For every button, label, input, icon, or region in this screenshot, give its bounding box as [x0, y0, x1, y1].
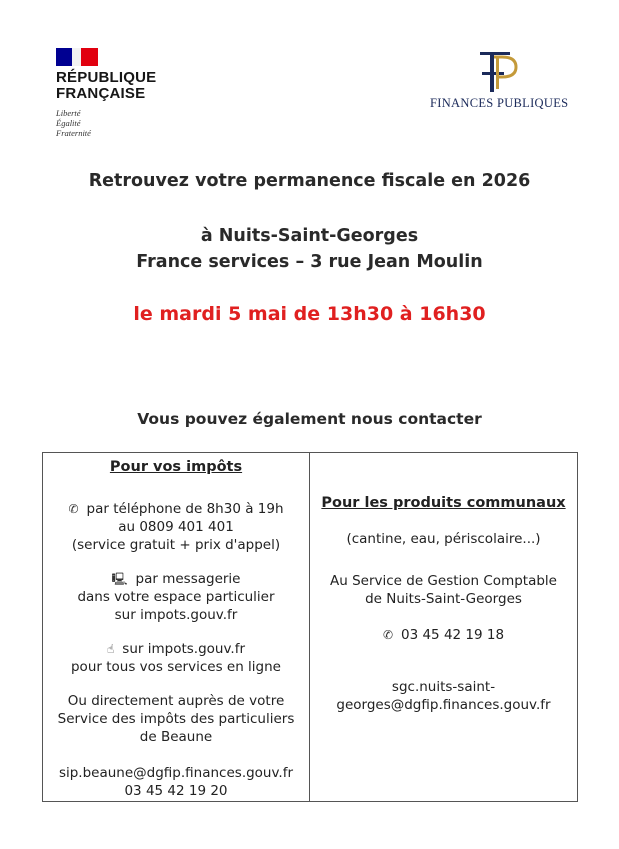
- municipal-email-line2: georges@dgfip.finances.gouv.fr: [336, 697, 551, 713]
- msg-line1: par messagerie: [135, 571, 241, 587]
- finances-publiques-logo: [420, 48, 580, 118]
- fp-label: FINANCES PUBLIQUES: [430, 96, 569, 110]
- location-city: à Nuits-Saint-Georges: [200, 226, 419, 246]
- msg-line2: dans votre espace particulier: [77, 589, 275, 605]
- republique-francaise-logo: [56, 48, 166, 143]
- location-address: France services – 3 rue Jean Moulin: [136, 252, 483, 272]
- phone-icon: ✆: [382, 628, 393, 642]
- marianne-flag-icon: [56, 48, 98, 66]
- phone-line2: au 0809 401 401: [118, 519, 234, 535]
- motto-liberte: Liberté: [56, 108, 81, 118]
- tax-contact-column: [43, 458, 309, 800]
- phone-contact: [43, 500, 309, 554]
- motto-egalite: Égalité: [56, 118, 81, 128]
- municipal-contact-column: [310, 458, 577, 714]
- tax-heading: Pour vos impôts: [109, 459, 243, 475]
- rf-name: [56, 70, 156, 102]
- tax-phone: 03 45 42 19 20: [124, 783, 228, 799]
- motto-fraternite: Fraternité: [56, 128, 91, 138]
- tax-email: sip.beaune@dgfip.finances.gouv.fr: [58, 765, 294, 781]
- municipal-phone: 03 45 42 19 18: [401, 627, 505, 643]
- direct-line1: Ou directement auprès de votre: [67, 693, 285, 709]
- service-line2: de Nuits-Saint-Georges: [365, 591, 522, 607]
- phone-icon: ✆: [68, 502, 79, 516]
- direct-line3: de Beaune: [139, 729, 213, 745]
- contact-heading: Vous pouvez également nous contacter: [137, 410, 482, 428]
- municipal-phone-contact: [310, 626, 577, 644]
- rf-name-line1: RÉPUBLIQUE: [56, 69, 157, 86]
- computer-icon: 🖳: [111, 572, 128, 586]
- phone-line3: (service gratuit + prix d'appel): [71, 537, 281, 553]
- web-line1: sur impots.gouv.fr: [122, 641, 245, 657]
- web-line2: pour tous vos services en ligne: [70, 659, 281, 675]
- direct-line2: Service des impôts des particuliers: [57, 711, 295, 727]
- municipal-email-line1: sgc.nuits-saint-: [391, 679, 496, 695]
- web-contact: [43, 640, 309, 676]
- phone-line1: par téléphone de 8h30 à 19h: [86, 501, 284, 517]
- municipal-subtitle: (cantine, eau, périscolaire...): [346, 531, 541, 547]
- rf-motto: [56, 108, 91, 138]
- direct-contact: [43, 692, 309, 746]
- message-contact: [43, 570, 309, 624]
- page-title: Retrouvez votre permanence fiscale en 2026: [88, 171, 531, 191]
- rf-name-line2: FRANÇAISE: [56, 85, 146, 102]
- mouse-pointer-icon: ☝: [106, 642, 115, 656]
- permanence-date: le mardi 5 mai de 13h30 à 16h30: [133, 303, 486, 325]
- msg-line3: sur impots.gouv.fr: [114, 607, 238, 623]
- service-line1: Au Service de Gestion Comptable: [330, 573, 557, 589]
- fp-monogram-icon: [420, 48, 580, 96]
- municipal-heading: Pour les produits communaux: [321, 495, 566, 511]
